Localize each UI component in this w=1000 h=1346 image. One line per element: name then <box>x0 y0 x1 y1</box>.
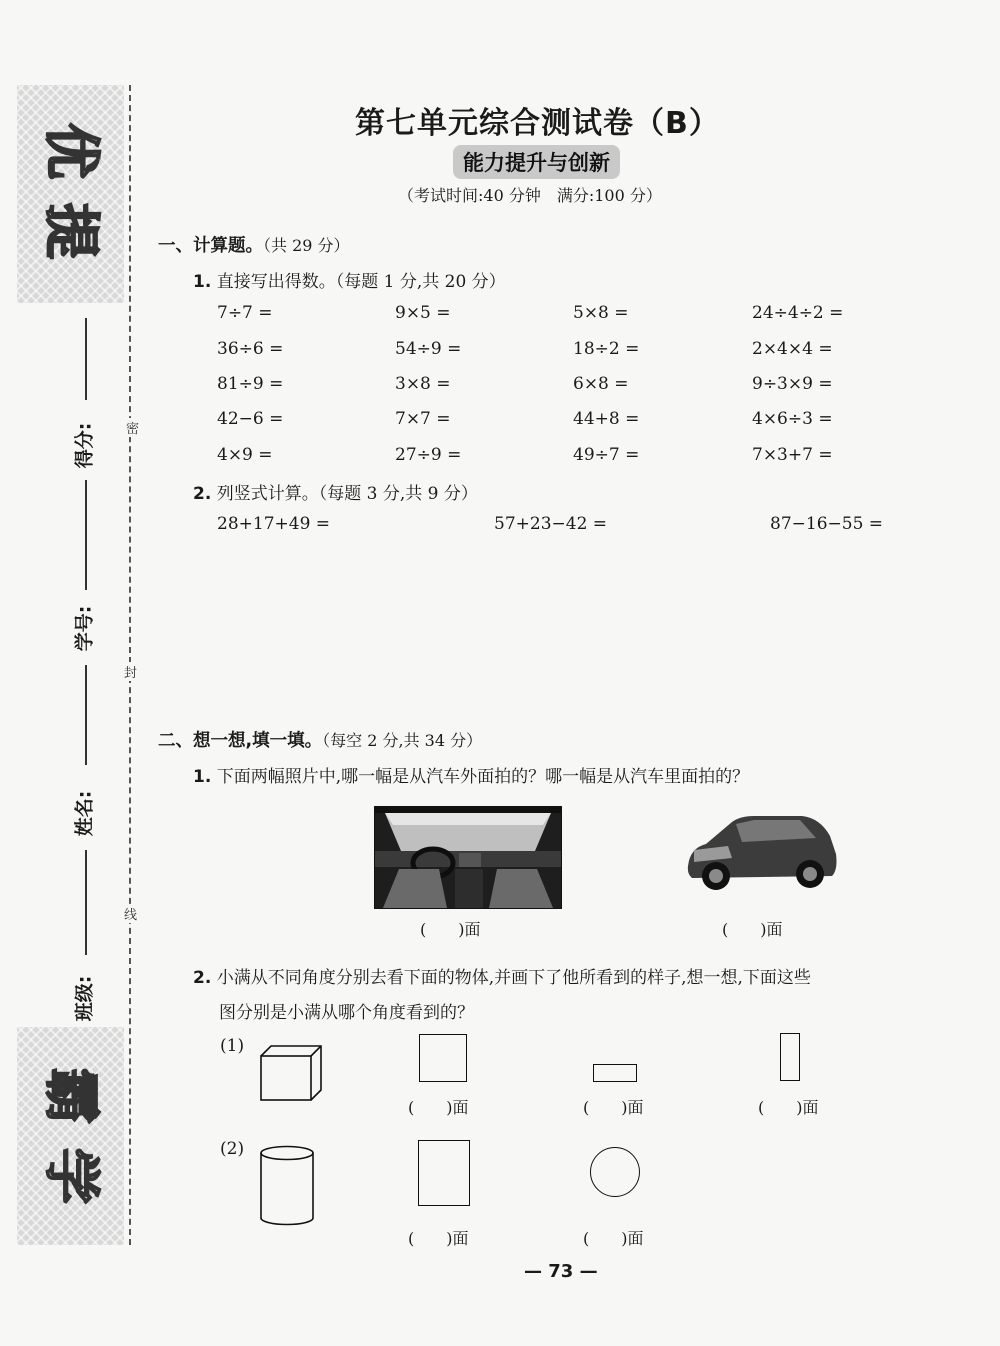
calc-item: 4×9 = <box>217 445 273 465</box>
calc-item: 3×8 = <box>395 374 451 394</box>
s1-q2-text: 列竖式计算。 <box>216 484 319 504</box>
s1-q2-number: 2. <box>193 484 212 504</box>
rectangle-view <box>418 1140 470 1206</box>
page-number: — 73 — <box>524 1261 598 1282</box>
part-1-answer-2[interactable]: ( )面 <box>583 1098 644 1117</box>
class-label: 班级: <box>73 975 96 1022</box>
student-id-label: 学号: <box>73 605 96 652</box>
calc-item: 18÷2 = <box>573 339 640 359</box>
s2-q2-prompt-line2: 图分别是小满从哪个角度看到的？ <box>219 1003 474 1023</box>
car-interior-photo <box>374 806 562 909</box>
part-2-label: (2) <box>220 1139 245 1159</box>
part-1-answer-3[interactable]: ( )面 <box>758 1098 819 1117</box>
calc-item: 7×3+7 = <box>752 445 833 465</box>
s2-q1-text: 下面两幅照片中,哪一幅是从汽车外面拍的？哪一幅是从汽车里面拍的？ <box>216 767 750 787</box>
section-1-title: 一、计算题。 <box>158 236 263 256</box>
calc-item: 2×4×4 = <box>752 339 833 359</box>
brand-top-char-1: 优 <box>38 123 103 179</box>
tall-rectangle-view <box>780 1033 800 1081</box>
s2-q2-prompt <box>193 963 811 988</box>
cylinder-figure <box>259 1145 315 1231</box>
calc-item: 27÷9 = <box>395 445 462 465</box>
section-1-heading <box>158 232 350 257</box>
s1-q1-points: （每题 1 分,共 20 分） <box>335 272 506 292</box>
s1-q2-points: （每题 3 分,共 9 分） <box>318 484 478 504</box>
wide-rectangle-view <box>593 1064 637 1082</box>
calc-item: 42−6 = <box>217 409 284 429</box>
seal-char-feng: 封 <box>124 662 137 681</box>
s1-q2-prompt <box>193 479 478 504</box>
s2-q1-number: 1. <box>193 767 212 787</box>
brand-top-char-2: 提 <box>38 203 103 259</box>
section-1-points: （共 29 分） <box>263 236 350 255</box>
s2-q2-number: 2. <box>193 968 212 988</box>
score-line[interactable] <box>85 480 87 590</box>
calc-item: 7÷7 = <box>217 303 273 323</box>
score-line-top <box>85 318 87 400</box>
s1-q1-text: 直接写出得数。 <box>216 272 336 292</box>
calc-item: 5×8 = <box>573 303 629 323</box>
brand-top-banner <box>17 85 124 303</box>
brand-bottom-char-2: 学 <box>38 1148 103 1204</box>
section-2-points: （每空 2 分,共 34 分） <box>322 731 483 750</box>
name-label: 姓名: <box>73 790 96 837</box>
calc-item: 4×6÷3 = <box>752 409 833 429</box>
part-1-answer-1[interactable]: ( )面 <box>408 1098 469 1117</box>
vertical-calc-item: 28+17+49 = <box>217 514 331 534</box>
calc-item: 44+8 = <box>573 409 640 429</box>
calc-item: 9÷3×9 = <box>752 374 833 394</box>
square-view <box>419 1034 467 1082</box>
student-id-line[interactable] <box>85 665 87 765</box>
calc-item: 81÷9 = <box>217 374 284 394</box>
s2-q1-prompt <box>193 762 749 787</box>
page-title: 第七单元综合测试卷（B） <box>355 106 720 141</box>
part-2-answer-1[interactable]: ( )面 <box>408 1229 469 1248</box>
name-line[interactable] <box>85 850 87 955</box>
seal-char-mi: 密 <box>126 418 139 437</box>
brand-bottom-banner <box>17 1027 124 1245</box>
circle-view <box>590 1147 640 1197</box>
calc-item: 6×8 = <box>573 374 629 394</box>
part-1-label: (1) <box>220 1036 245 1056</box>
calc-item: 7×7 = <box>395 409 451 429</box>
vertical-calc-item: 57+23−42 = <box>494 514 608 534</box>
exam-info: （考试时间:40 分钟 满分:100 分） <box>398 186 662 205</box>
section-2-heading <box>158 727 482 752</box>
score-label: 得分: <box>73 422 96 469</box>
part-2-answer-2[interactable]: ( )面 <box>583 1229 644 1248</box>
calc-item: 49÷7 = <box>573 445 640 465</box>
page-subtitle: 能力提升与创新 <box>453 145 620 179</box>
photo-2-answer[interactable]: ( )面 <box>722 920 783 939</box>
section-2-title: 二、想一想,填一填。 <box>158 731 323 751</box>
seal-char-xian: 线 <box>124 904 137 923</box>
calc-item: 36÷6 = <box>217 339 284 359</box>
vertical-calc-item: 87−16−55 = <box>770 514 884 534</box>
cube-figure <box>259 1044 323 1106</box>
calc-item: 24÷4÷2 = <box>752 303 844 323</box>
s1-q1-prompt <box>193 267 506 292</box>
photo-1-answer[interactable]: ( )面 <box>420 920 481 939</box>
s2-q2-line1: 小满从不同角度分别去看下面的物体,并画下了他所看到的样子,想一想,下面这些 <box>216 968 811 988</box>
calc-item: 9×5 = <box>395 303 451 323</box>
car-exterior-photo <box>684 806 841 896</box>
s1-q1-number: 1. <box>193 272 212 292</box>
brand-bottom-char-1: 霸 <box>38 1068 103 1124</box>
calc-item: 54÷9 = <box>395 339 462 359</box>
